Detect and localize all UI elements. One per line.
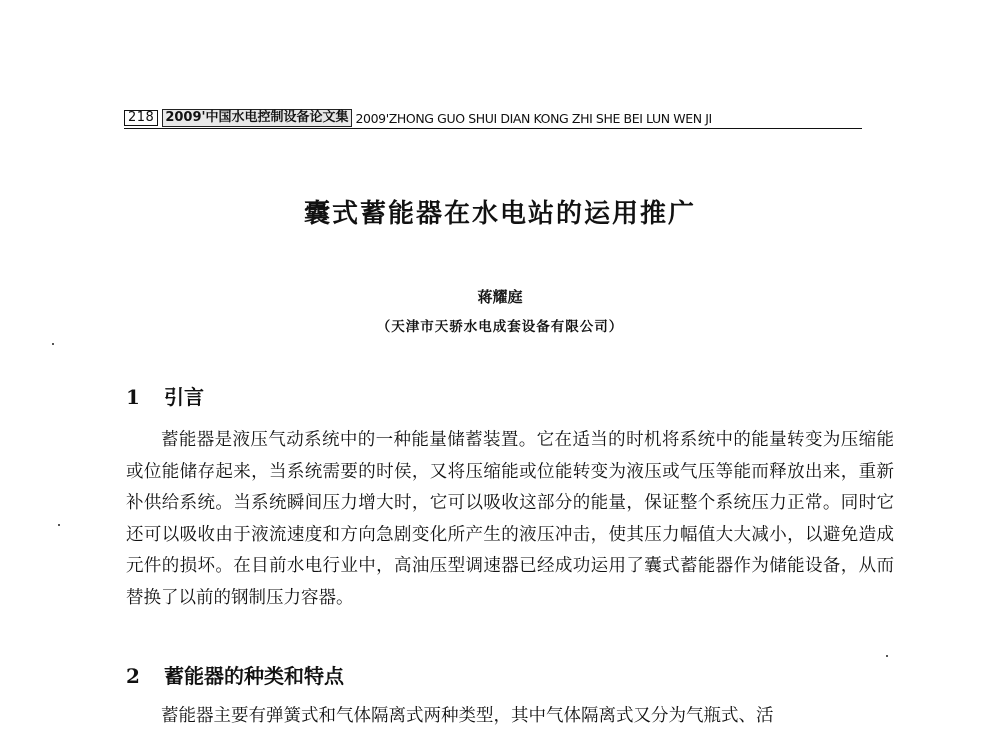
section-title: 引言	[164, 385, 204, 409]
page-number: 218	[124, 110, 158, 126]
journal-title-en: 2009'ZHONG GUO SHUI DIAN KONG ZHI SHE BEI LUN WEN JI	[355, 110, 712, 126]
author-name: 蒋耀庭	[477, 288, 523, 306]
author-affiliation: （天津市天骄水电成套设备有限公司）	[376, 319, 624, 335]
paper-title: 囊式蓄能器在水电站的运用推广	[303, 199, 696, 229]
scan-speck	[52, 343, 54, 345]
section-heading-types	[126, 660, 344, 689]
scan-speck	[886, 655, 888, 657]
section-paragraph-introduction: 蓄能器是液压气动系统中的一种能量储蓄装置。它在适当的时机将系统中的能量转变为压缩能或位能储存起来，当系统需要的时侯，又将压缩能或位能转变为液压或气压等能而释放出来，重新补供给系统。当系统瞬间压力增大时，它可以吸收这部分的能量，保证整个系统压力正常。同时它还可以吸收由于液流速度和方向急剧变化所产生的液压冲击，使其压力幅值大大减小，以避免造成元件的损坏。在目前水电行业中，高油压型调速器已经成功运用了囊式蓄能器作为储能设备，从而替换了以前的钢制压力容器。	[126, 430, 894, 608]
section-heading-introduction	[126, 381, 204, 410]
scan-speck	[58, 524, 60, 526]
section-number: 1	[126, 385, 140, 409]
section-number: 2	[126, 664, 140, 688]
section-paragraph-types: 蓄能器主要有弹簧式和气体隔离式两种类型，其中气体隔离式又分为气瓶式、活	[161, 706, 774, 726]
journal-title-cn: 2009'中国水电控制设备论文集	[162, 109, 351, 127]
running-header	[124, 108, 862, 129]
section-title: 蓄能器的种类和特点	[164, 664, 344, 688]
